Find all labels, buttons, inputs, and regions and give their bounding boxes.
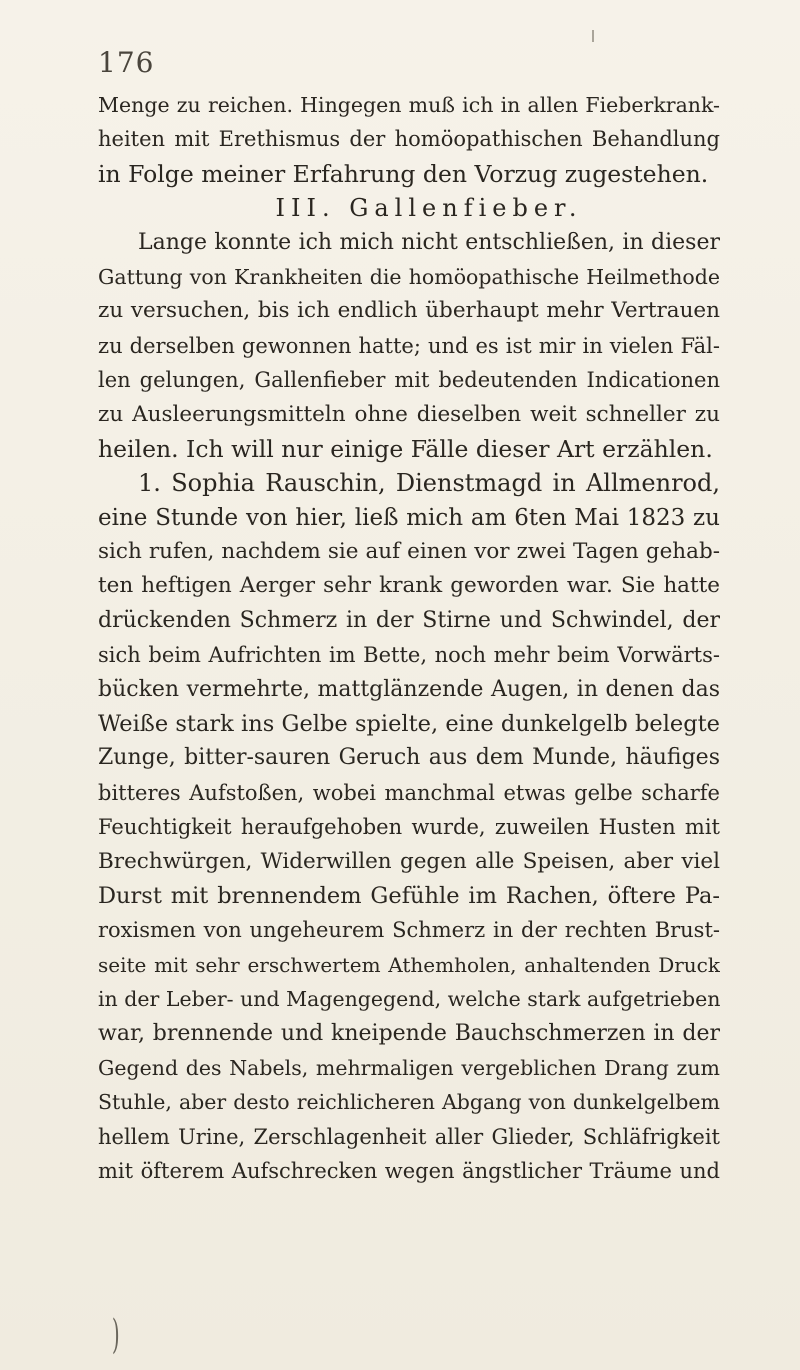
text-line: in der Leber- und Magengegend, welche stark aufgetrieben	[98, 987, 720, 1012]
text-line: bücken vermehrte, mattglänzende Augen, in denen das	[98, 676, 720, 702]
text-line: seite mit sehr erschwertem Athemholen, anhaltenden Druck	[98, 952, 720, 977]
text-line: eine Stunde von hier, ließ mich am 6ten Mai 1823 zu	[98, 504, 720, 531]
text-line: Feuchtigkeit heraufgehoben wurde, zuweilen Husten mit	[98, 815, 720, 840]
text-line: hellem Urine, Zerschlagenheit aller Glieder, Schläfrigkeit	[98, 1124, 720, 1149]
text-line: Stuhle, aber desto reichlicheren Abgang von dunkelgelbem	[98, 1090, 720, 1115]
text-line: roxismen von ungeheurem Schmerz in der rechten Brust-	[98, 918, 720, 943]
text-line: heiten mit Erethismus der homöopathischen Behandlung	[98, 127, 720, 152]
text-line: war, brennende und kneipende Bauchschmerzen in der	[98, 1020, 720, 1046]
text-line: Brechwürgen, Widerwillen gegen alle Speisen, aber viel	[98, 848, 720, 874]
text-line: Gattung von Krankheiten die homöopathische Heilmethode	[98, 264, 720, 289]
text-line: zu Ausleerungsmitteln ohne dieselben weit schneller zu	[98, 401, 720, 427]
text-line: zu derselben gewonnen hatte; und es ist mir in vielen Fäl-	[98, 333, 720, 358]
text-line: 1. Sophia Rauschin, Dienstmagd in Allmenrod,	[138, 469, 720, 498]
section-heading: III. Gallenfieber.	[275, 194, 583, 223]
page-number: 176	[98, 46, 155, 79]
body-text	[98, 88, 720, 1189]
text-line: sich beim Aufrichten im Bette, noch mehr beim Vorwärts-	[98, 643, 720, 668]
text-line: sich rufen, nachdem sie auf einen vor zwei Tagen gehab-	[98, 539, 720, 565]
stray-mark	[592, 30, 594, 42]
text-line: in Folge meiner Erfahrung den Vorzug zugestehen.	[98, 159, 709, 188]
text-line: Zunge, bitter-sauren Geruch aus dem Munde, häufiges	[98, 745, 720, 771]
text-line: mit öfterem Aufschrecken wegen ängstlicher Träume und	[98, 1159, 720, 1184]
text-line: bitteres Aufstoßen, wobei manchmal etwas gelbe scharfe	[98, 780, 720, 805]
text-line: Menge zu reichen. Hingegen muß ich in allen Fieberkrank-	[98, 93, 720, 117]
margin-bracket-mark: )	[111, 1312, 120, 1358]
text-line: drückenden Schmerz in der Stirne und Schwindel, der	[98, 607, 720, 633]
text-line: len gelungen, Gallenfieber mit bedeutenden Indicationen	[98, 368, 720, 393]
text-line: zu versuchen, bis ich endlich überhaupt mehr Vertrauen	[98, 298, 720, 324]
text-line: Weiße stark ins Gelbe spielte, eine dunkelgelb belegte	[98, 711, 720, 738]
text-line: ten heftigen Aerger sehr krank geworden war. Sie hatte	[98, 573, 720, 599]
text-line: Durst mit brennendem Gefühle im Rachen, öftere Pa-	[98, 882, 720, 909]
text-line: Gegend des Nabels, mehrmaligen vergeblichen Drang zum	[98, 1055, 720, 1080]
text-line: heilen. Ich will nur einige Fälle dieser Art erzählen.	[98, 434, 713, 463]
text-line: Lange konnte ich mich nicht entschließen, in dieser	[138, 229, 720, 255]
